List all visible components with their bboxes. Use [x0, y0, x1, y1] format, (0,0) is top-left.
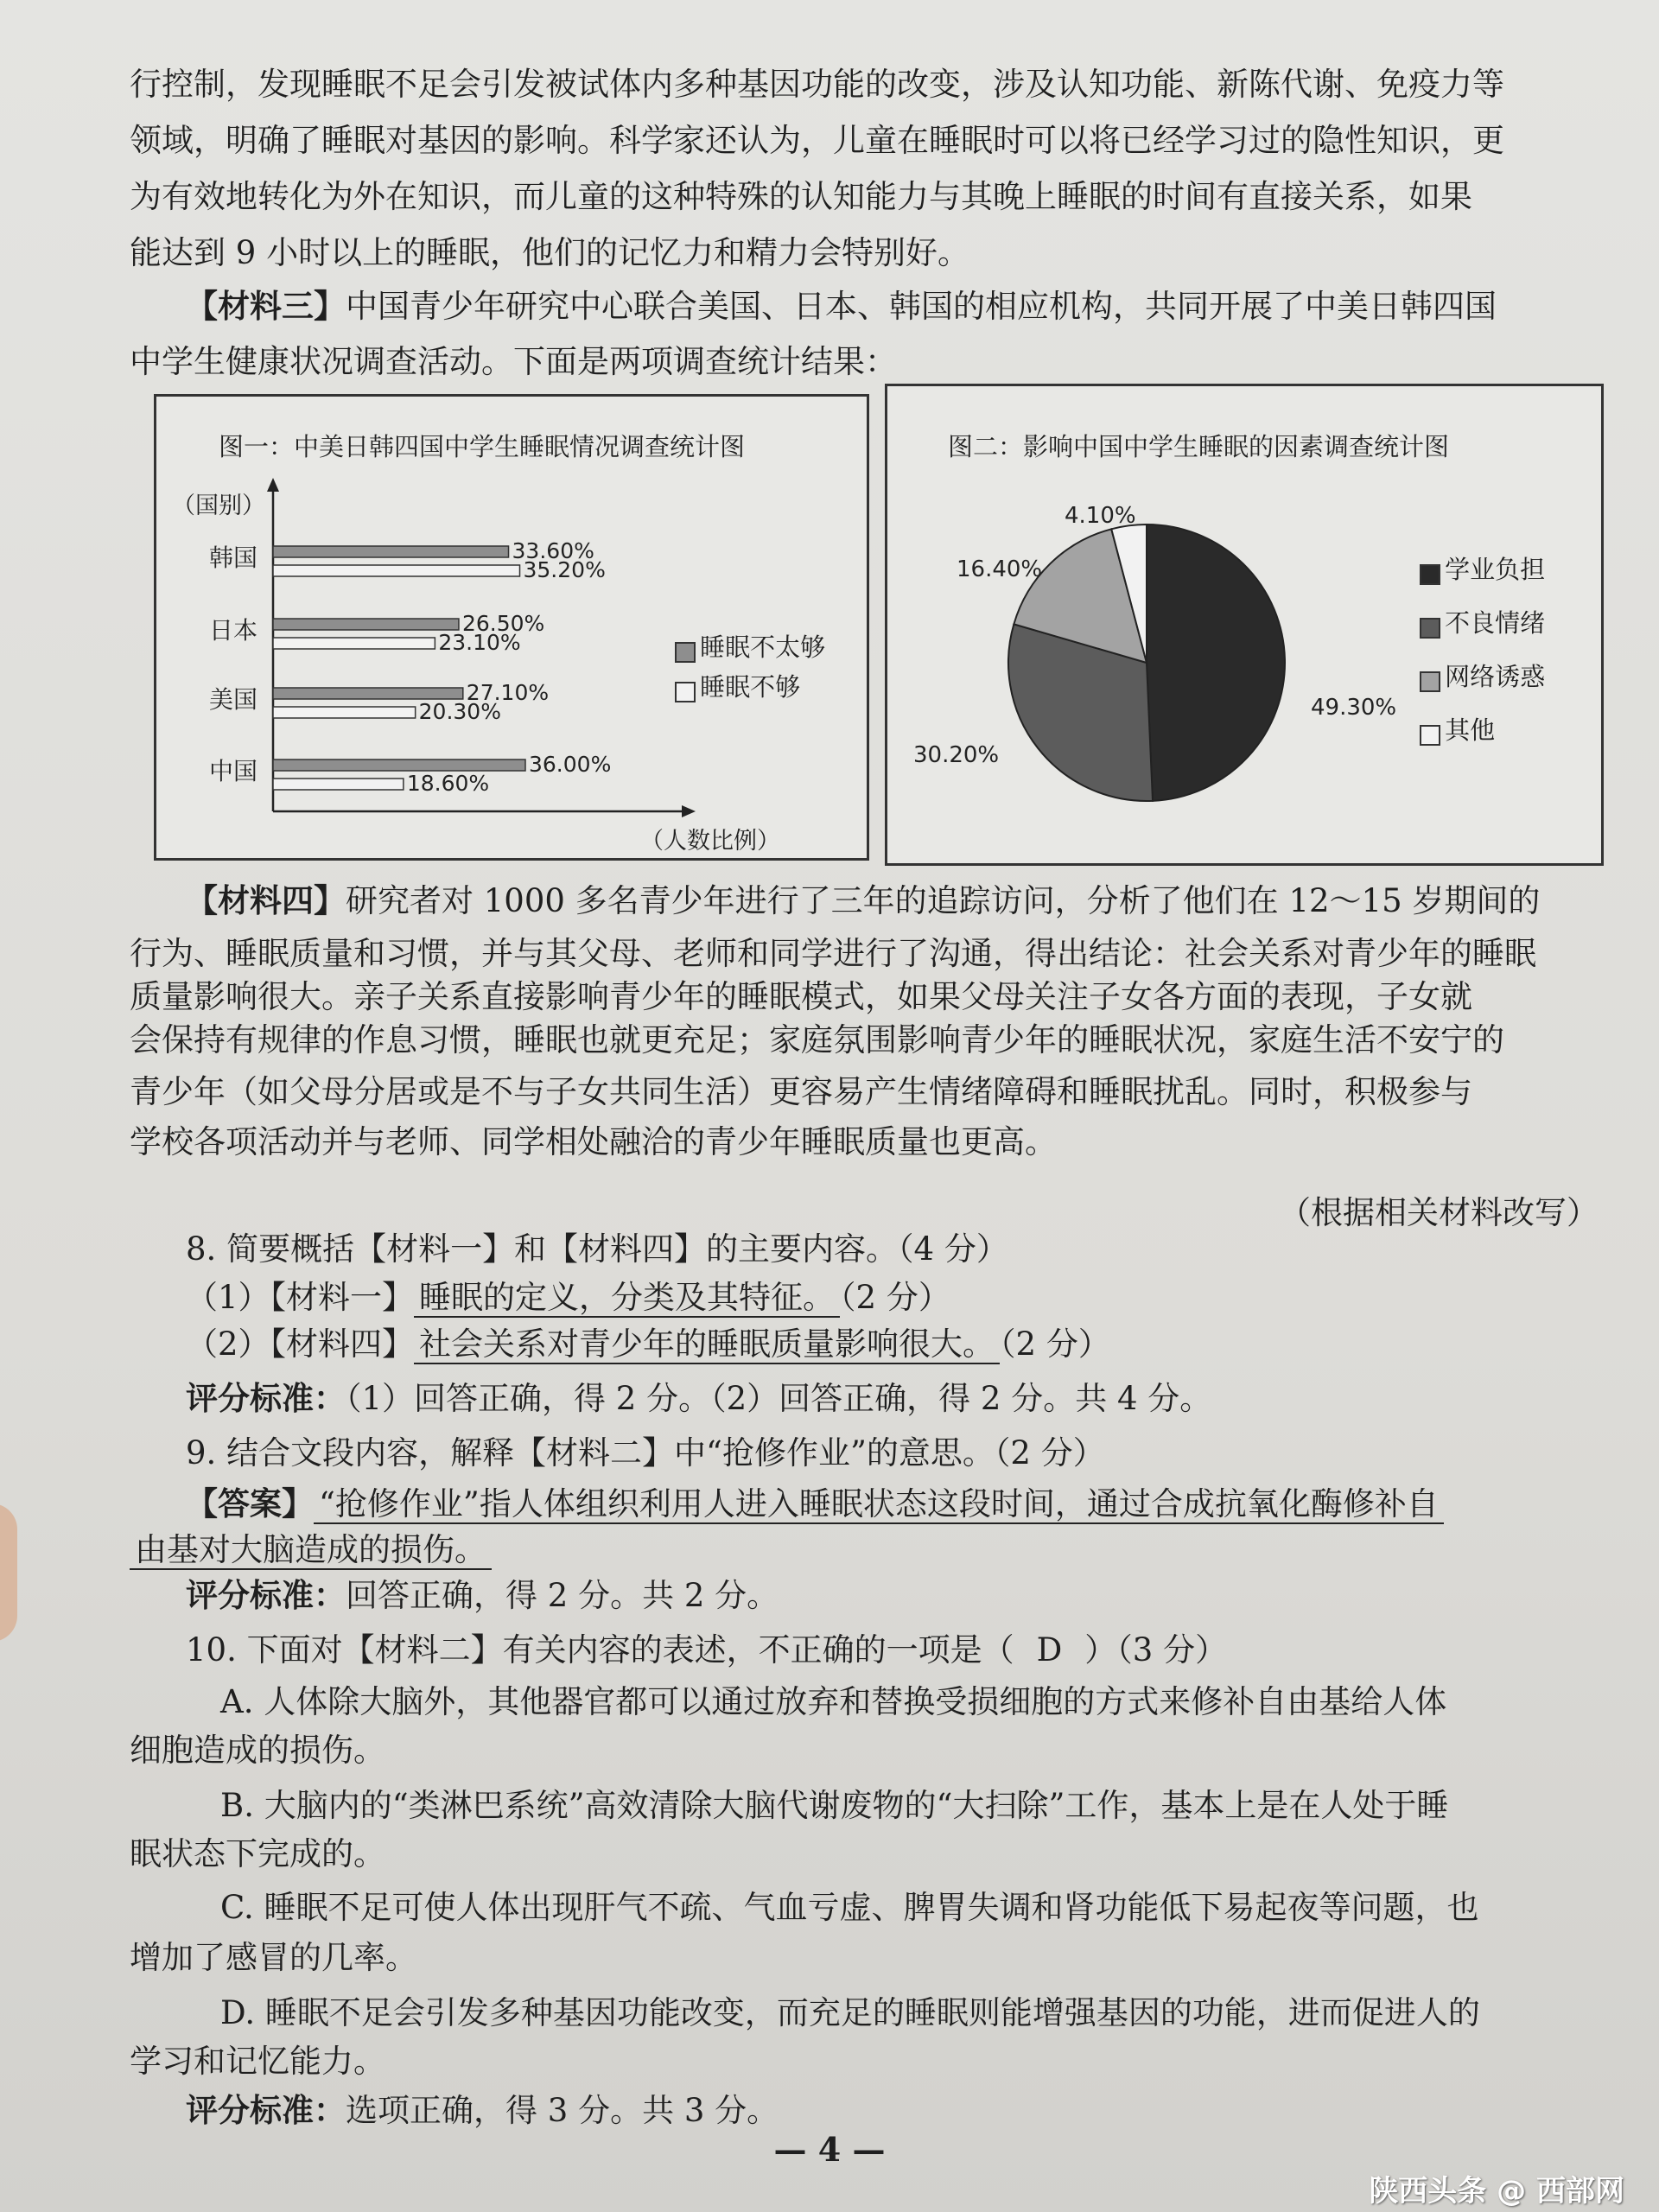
answer-label: 【答案】 — [186, 1484, 314, 1522]
bar — [273, 707, 416, 718]
legend-item — [675, 668, 825, 703]
legend-item — [1420, 658, 1545, 711]
legend-swatch-icon — [675, 682, 696, 702]
q8-answer-1 — [186, 1275, 1620, 1320]
bar — [273, 546, 509, 557]
pie-slice — [1147, 524, 1285, 801]
q8-a1-answer: 睡眠的定义，分类及其特征。 — [414, 1279, 840, 1318]
finger — [0, 1503, 17, 1642]
q8-stem: 8. 简要概括【材料一】和【材料四】的主要内容。（4 分） — [186, 1230, 1008, 1268]
q10-option-a-cont: 细胞造成的损伤。 — [130, 1732, 385, 1769]
bar-data-label: 33.60% — [512, 538, 594, 563]
q9-answer-line — [130, 1528, 1616, 1573]
pie-data-label: 30.20% — [913, 742, 1000, 768]
bar-data-label: 23.10% — [438, 630, 521, 655]
paragraph-line: 为有效地转化为外在知识，而儿童的这种特殊的认知能力与其晚上睡眠的时间有直接关系，如果 — [130, 178, 1472, 215]
bar-data-label: 18.60% — [406, 771, 490, 796]
legend-swatch-icon — [1420, 671, 1440, 692]
material4-line: 行为、睡眠质量和习惯，并与其父母、老师和同学进行了沟通，得出结论：社会关系对青少年的睡眠 — [130, 935, 1536, 972]
q9-answer-text: “抢修作业”指人体组织利用人进入睡眠状态这段时间，通过合成抗氧化酶修补自 — [314, 1485, 1444, 1524]
legend-swatch-icon — [1420, 618, 1440, 639]
criteria-text: 选项正确，得 3 分。共 3 分。 — [346, 2092, 779, 2129]
bar — [273, 779, 404, 790]
y-axis-arrow-icon — [267, 478, 279, 492]
pie-data-label: 16.40% — [957, 556, 1043, 582]
material4-line: 会保持有规律的作息习惯，睡眠也就更充足；家庭氛围影响青少年的睡眠状况，家庭生活不安宁的 — [130, 1021, 1504, 1058]
legend-swatch-icon — [675, 642, 696, 663]
q8-a2-score: （2 分） — [1000, 1325, 1110, 1363]
q8-criteria — [186, 1376, 1620, 1421]
q8-answer-2 — [186, 1322, 1620, 1367]
material3-line: 中学生健康状况调查活动。下面是两项调查统计结果： — [130, 343, 897, 380]
legend-label: 学业负担 — [1445, 555, 1546, 584]
material3-tag: 【材料三】 — [186, 287, 346, 325]
x-axis-label: （人数比例） — [640, 828, 780, 855]
bar-data-label: 27.10% — [466, 680, 550, 705]
legend-item — [675, 628, 825, 668]
category-label: 日本 — [208, 616, 257, 645]
bar-data-label: 36.00% — [529, 752, 612, 777]
bar — [273, 638, 435, 649]
q9-stem: 9. 结合文段内容，解释【材料二】中“抢修作业”的意思。（2 分） — [186, 1434, 1105, 1471]
pie-data-label: 4.10% — [1065, 503, 1136, 529]
legend-label: 睡眠不够 — [700, 672, 801, 702]
q10-option-b-cont: 眠状态下完成的。 — [130, 1835, 385, 1872]
figure-1-bar-chart — [154, 394, 869, 861]
legend-swatch-icon — [1420, 564, 1440, 585]
q10-stem-prefix: 10. 下面对【材料二】有关内容的表述，不正确的一项是（ — [186, 1631, 1014, 1669]
category-label: 美国 — [208, 685, 257, 714]
q9-answer-text: 由基对大脑造成的损伤。 — [130, 1531, 492, 1570]
q10-option-c: C. 睡眠不足可使人体出现肝气不疏、气血亏虚、脾胃失调和肾功能低下易起夜等问题，也 — [220, 1889, 1479, 1926]
q10-stem-suffix: ）（3 分） — [1084, 1631, 1228, 1669]
legend-label: 不良情绪 — [1445, 608, 1546, 638]
paragraph-line: 能达到 9 小时以上的睡眠，他们的记忆力和精力会特别好。 — [130, 234, 970, 271]
q8-a2-answer: 社会关系对青少年的睡眠质量影响很大。 — [414, 1325, 1000, 1364]
bar-data-label: 20.30% — [418, 699, 501, 724]
q9-criteria — [186, 1573, 1620, 1618]
q10-option-c-cont: 增加了感冒的几率。 — [130, 1939, 417, 1976]
criteria-text: 回答正确，得 2 分。共 2 分。 — [346, 1577, 779, 1614]
pie-data-label: 49.30% — [1311, 695, 1397, 721]
q10-option-d: D. 睡眠不足会引发多种基因功能改变，而充足的睡眠则能增强基因的功能，进而促进人的 — [220, 1994, 1480, 2031]
category-label: 韩国 — [208, 543, 257, 572]
legend-item — [1420, 604, 1545, 658]
material-source: （根据相关材料改写） — [1279, 1194, 1599, 1231]
legend-label: 其他 — [1445, 715, 1496, 745]
figure-2-title: 图二：影响中国中学生睡眠的因素调查统计图 — [948, 432, 1450, 461]
bar — [273, 760, 525, 771]
q10-criteria — [186, 2088, 1620, 2133]
q10-option-d-cont: 学习和记忆能力。 — [130, 2043, 385, 2080]
paragraph-line: 领域，明确了睡眠对基因的影响。科学家还认为，儿童在睡眠时可以将已经学习过的隐性知识，更 — [130, 122, 1504, 159]
page-number: — 4 — — [773, 2130, 886, 2169]
figure-2-pie-chart — [885, 384, 1604, 866]
q10-stem — [186, 1628, 1620, 1673]
q10-answer: D — [1036, 1631, 1063, 1669]
bar-chart-svg — [156, 397, 867, 858]
material3-line — [186, 283, 1620, 329]
legend-label: 睡眠不太够 — [700, 632, 826, 662]
q8-a1-prefix: （1）【材料一】 — [186, 1279, 415, 1316]
q8-a2-prefix: （2）【材料四】 — [186, 1325, 415, 1363]
x-axis-arrow-icon — [682, 805, 696, 817]
category-label: 中国 — [208, 757, 257, 785]
material4-line: 质量影响很大。亲子关系直接影响青少年的睡眠模式，如果父母关注子女各方面的表现，子女就 — [130, 978, 1472, 1015]
criteria-text: （1）回答正确，得 2 分。（2）回答正确，得 2 分。共 4 分。 — [346, 1380, 1212, 1417]
q8-a1-score: （2 分） — [840, 1279, 950, 1316]
material4-line — [186, 878, 1620, 924]
paragraph-line: 行控制，发现睡眠不足会引发被试体内多种基因功能的改变，涉及认知功能、新陈代谢、免疫力等 — [130, 66, 1504, 103]
material3-text: 中国青少年研究中心联合美国、日本、韩国的相应机构，共同开展了中美日韩四国 — [346, 288, 1497, 325]
figure-1-title: 图一：中美日韩四国中学生睡眠情况调查统计图 — [219, 432, 746, 461]
legend-label: 网络诱惑 — [1445, 662, 1546, 691]
bar — [273, 619, 459, 630]
q9-answer-line — [186, 1481, 1620, 1527]
material4-line: 青少年（如父母分居或是不与子女共同生活）更容易产生情绪障碍和睡眠扰乱。同时，积极参与 — [130, 1073, 1472, 1110]
legend-item — [1420, 550, 1545, 604]
material4-text: 研究者对 1000 多名青少年进行了三年的追踪访问，分析了他们在 12～15 岁期间的 — [346, 882, 1541, 919]
bar-legend — [675, 628, 825, 703]
pie-legend — [1420, 550, 1545, 747]
material4-line: 学校各项活动并与老师、同学相处融洽的青少年睡眠质量也更高。 — [130, 1123, 1057, 1160]
legend-item — [1420, 711, 1545, 747]
criteria-label: 评分标准： — [186, 1379, 346, 1417]
bar-data-label: 35.20% — [523, 557, 606, 582]
q10-option-b: B. 大脑内的“类淋巴系统”高效清除大脑代谢废物的“大扫除”工作，基本上是在人处于睡 — [220, 1787, 1449, 1824]
criteria-label: 评分标准： — [186, 1576, 346, 1614]
bar — [273, 565, 520, 576]
bar — [273, 688, 463, 699]
y-axis-label: （国别） — [172, 493, 265, 519]
q10-option-a: A. 人体除大脑外，其他器官都可以通过放弃和替换受损细胞的方式来修补自由基给人体 — [220, 1683, 1447, 1720]
bar-data-label: 26.50% — [461, 611, 545, 636]
legend-swatch-icon — [1420, 725, 1440, 746]
material4-tag: 【材料四】 — [186, 881, 346, 919]
watermark-logo: 陕西头条 @ 西部网 — [1369, 2174, 1624, 2209]
criteria-label: 评分标准： — [186, 2091, 346, 2129]
